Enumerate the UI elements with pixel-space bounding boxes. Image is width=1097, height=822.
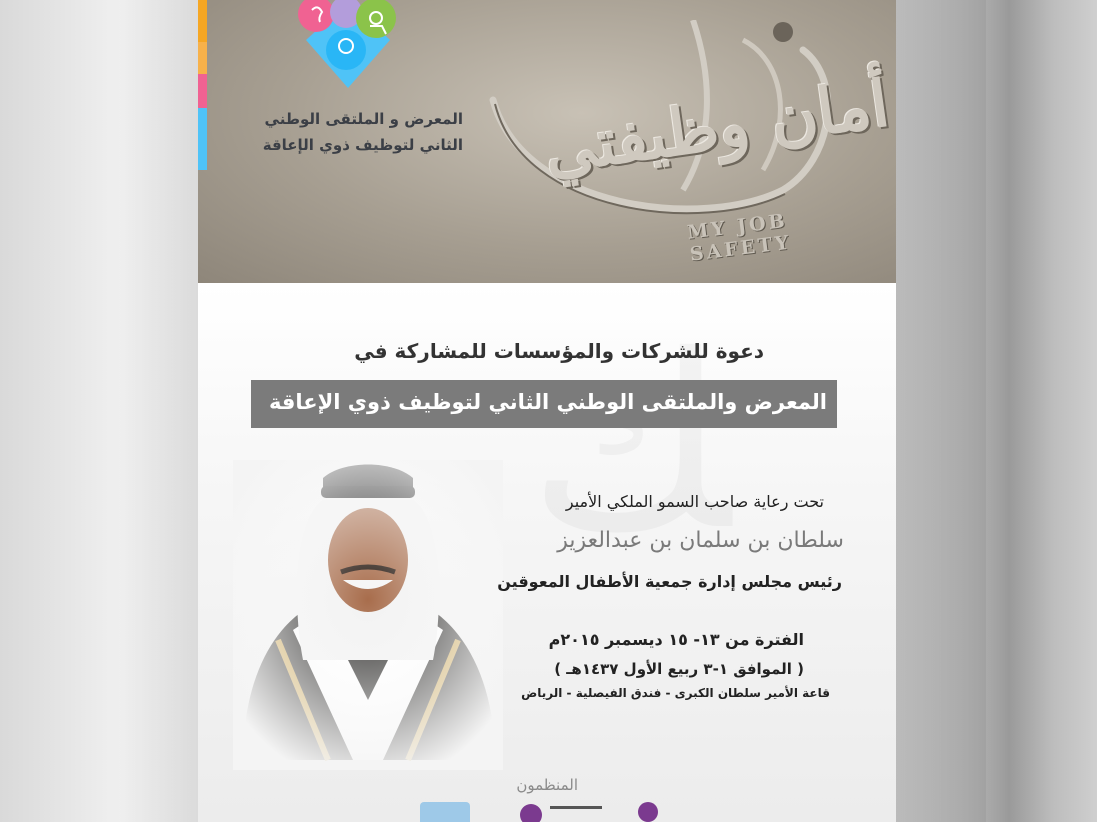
invitation-heading: دعوة للشركات والمؤسسات للمشاركة في xyxy=(354,339,764,363)
organizers-label: المنظمون xyxy=(516,776,578,794)
background-shadow-right xyxy=(896,0,986,822)
background-shadow-left xyxy=(120,0,200,822)
patron-role: رئيس مجلس إدارة جمعية الأطفال المعوقين xyxy=(497,572,842,591)
color-stripe-orange xyxy=(198,0,207,42)
disability-logo-icon xyxy=(268,0,428,92)
my-job-safety-logo xyxy=(483,20,894,270)
logo-english-text: MY JOB SAFETY xyxy=(686,209,793,266)
color-stripe-pink xyxy=(198,74,207,108)
color-stripe-amber xyxy=(198,42,207,74)
organizer-logo-icon xyxy=(638,802,658,822)
event-period: الفترة من ١٣- ١٥ ديسمبر ٢٠١٥م xyxy=(548,630,804,649)
logo-arabic-calligraphy: أمان وظيفتي xyxy=(539,66,894,189)
color-stripe-blue xyxy=(198,108,207,170)
event-title-bar xyxy=(251,380,837,428)
patronage-line: تحت رعاية صاحب السمو الملكي الأمير xyxy=(565,492,824,511)
event-venue: قاعة الأمير سلطان الكبرى - فندق الفيصلية - الرياض xyxy=(521,686,830,700)
banner-exhibition-line2: الثاني لتوظيف ذوي الإعاقة xyxy=(262,136,463,154)
organizer-logo-icon xyxy=(520,804,542,822)
header-banner xyxy=(198,0,896,283)
patron-portrait-photo xyxy=(233,460,503,770)
invitation-poster xyxy=(198,0,896,822)
organizer-logo-icon xyxy=(420,802,470,822)
banner-exhibition-line1: المعرض و الملتقى الوطني xyxy=(264,110,463,128)
event-hijri-date: ( الموافق ١-٣ ربيع الأول ١٤٣٧هـ ) xyxy=(554,660,804,678)
patron-name: سلطان بن سلمان بن عبدالعزيز xyxy=(557,528,844,553)
event-title: المعرض والملتقى الوطني الثاني لتوظيف ذوي الإعاقة xyxy=(268,390,827,414)
organizer-logo-icon xyxy=(550,806,602,819)
